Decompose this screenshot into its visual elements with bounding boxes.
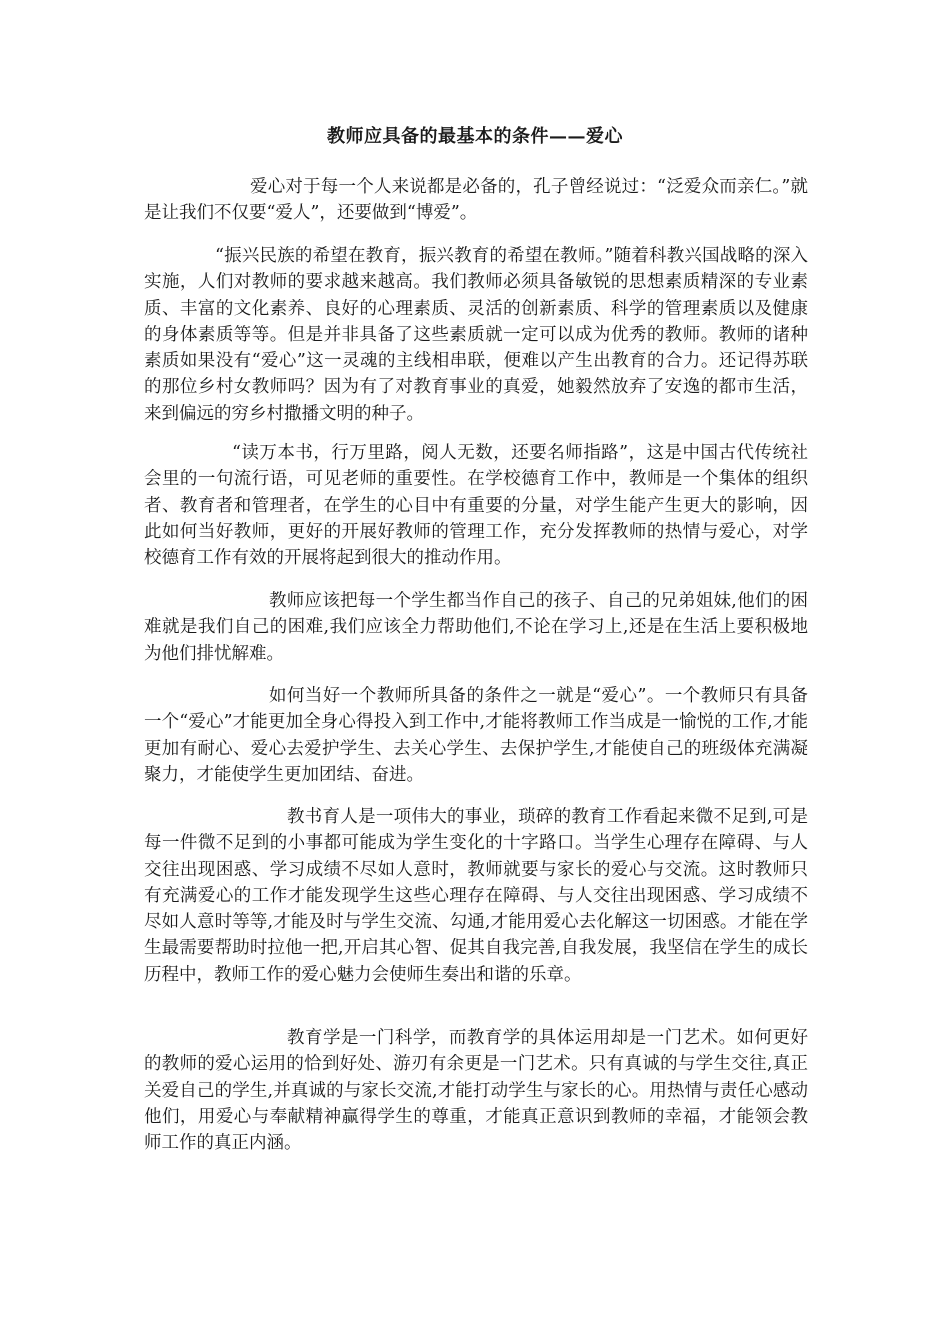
paragraph-1: 爱心对于每一个人来说都是必备的，孔子曾经说过：“泛爱众而亲仁。”就是让我们不仅要“爱人”，还要做到“博爱”。 <box>144 177 808 224</box>
paragraph-2: “振兴民族的希望在教育，振兴教育的希望在教师。”随着科教兴国战略的深入实施，人们对教师的要求越来越高。我们教师必须具备敏锐的思想素质精深的专业素质、丰富的文化素养、良好的心理素质、灵活的创新素质、科学的管理素质以及健康的身体素质等等。但是并非具备了这些素质就一定可以成为优秀的教师。教师的诸种素质如果没有“爱心”这一灵魂的主线相串联，便难以产生出教育的合力。还记得苏联的那位乡村女教师吗？因为有了对教育事业的真爱，她毅然放弃了安逸的都市生活，来到偏远的穷乡村撒播文明的种子。 <box>144 246 808 424</box>
paragraph-5: 如何当好一个教师所具备的条件之一就是“爱心”。一个教师只有具备一个“爱心”才能更加全身心得投入到工作中,才能将教师工作当成是一愉悦的工作,才能更加有耐心、爱心去爱护学生、去关心学生、去保护学生,才能使自己的班级体充满凝聚力，才能使学生更加团结、奋进。 <box>144 686 808 785</box>
paragraph-4: 教师应该把每一个学生都当作自己的孩子、自己的兄弟姐妹,他们的困难就是我们自己的困难,我们应该全力帮助他们,不论在学习上,还是在生活上要积极地为他们排忧解难。 <box>144 591 808 664</box>
document-title: 教师应具备的最基本的条件——爱心 <box>327 126 623 147</box>
paragraph-6: 教书育人是一项伟大的事业，琐碎的教育工作看起来微不足到,可是每一件微不足到的小事都可能成为学生变化的十字路口。当学生心理存在障碍、与人交往出现困惑、学习成绩不尽如人意时，教师就要与家长的爱心与交流。这时教师只有充满爱心的工作才能发现学生这些心理存在障碍、与人交往出现困惑、学习成绩不尽如人意时等等,才能及时与学生交流、勾通,才能用爱心去化解这一切困惑。才能在学生最需要帮助时拉他一把,开启其心智、促其自我完善,自我发展，我坚信在学生的成长历程中，教师工作的爱心魅力会使师生奏出和谐的乐章。 <box>144 807 808 985</box>
paragraph-3: “读万本书，行万里路，阅人无数，还要名师指路”，这是中国古代传统社会里的一句流行语，可见老师的重要性。在学校德育工作中，教师是一个集体的组织者、教育者和管理者，在学生的心目中有重要的分量，对学生能产生更大的影响，因此如何当好教师，更好的开展好教师的管理工作，充分发挥教师的热情与爱心，对学校德育工作有效的开展将起到很大的推动作用。 <box>144 443 808 569</box>
paragraph-7: 教育学是一门科学，而教育学的具体运用却是一门艺术。如何更好的教师的爱心运用的恰到好处、游刃有余更是一门艺术。只有真诚的与学生交往,真正关爱自己的学生,并真诚的与家长交流,才能打动学生与家长的心。用热情与责任心感动他们，用爱心与奉献精神赢得学生的尊重，才能真正意识到教师的幸福，才能领会教师工作的真正内涵。 <box>144 1028 808 1154</box>
